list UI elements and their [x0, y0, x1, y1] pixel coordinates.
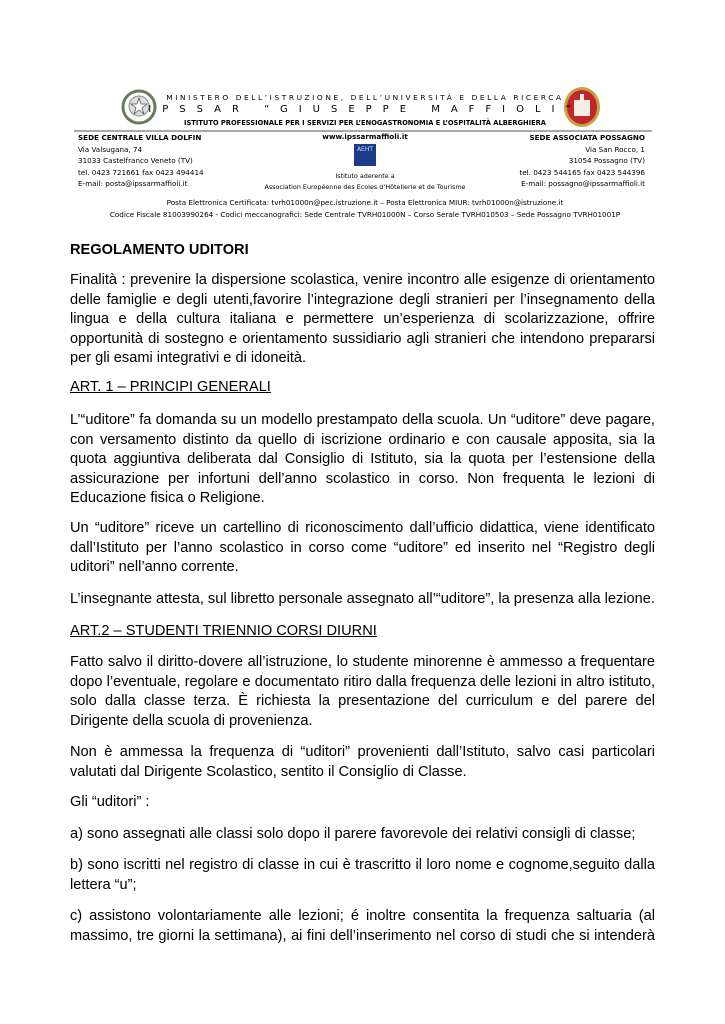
text-line: Dirigente della scuola di provenienza. [70, 712, 313, 729]
school-name: IPSSAR “GIUSEPPE MAFFIOLI” [148, 104, 582, 115]
text-line: Educazione fisica o Religione. [70, 490, 265, 507]
main-site-phone: tel. 0423 721661 fax 0423 494414 [78, 167, 204, 177]
codes-line: Codice Fiscale 81003990264 - Codici meccanografici: Sede Centrale TVRH01000N – Corso Serale TVRH010503 – Sede Possagno TVRH01001P [109, 210, 621, 220]
paragraph [70, 411, 655, 509]
text-line: delle famiglie e degli utenti,favorire l’integrazione degli stranieri per l’insegnamento della [70, 291, 655, 308]
paragraph [70, 907, 655, 946]
section-heading [70, 622, 655, 642]
main-site-title: SEDE CENTRALE VILLA DOLFIN [78, 133, 202, 142]
text-line: L’“uditore” fa domanda su un modello prestampato della scuola. Un “uditore” deve pagare, [70, 412, 655, 428]
text-line: opportunità di sostegno e orientamento sussidiario agli stranieri che intendono prepararsi [70, 330, 655, 347]
main-site-city: 31033 Castelfranco Veneto (TV) [78, 156, 193, 166]
text-line: a) sono assegnati alle classi solo dopo il parere favorevole dei relativi consigli di classe; [70, 826, 636, 842]
association-name: Association Européenne des Ecoles d’Hôtellerie et de Tourisme [264, 183, 466, 192]
text-line: lettera “u”; [70, 876, 137, 893]
text-line: per gli esami integrativi e di idoneità. [70, 350, 307, 367]
text-line: Finalità : prevenire la dispersione scolastica, venire incontro alle esigenze di orientamento [70, 272, 655, 288]
school-subtitle: ISTITUTO PROFESSIONALE PER I SERVIZI PER L’ENOGASTRONOMIA E L’OSPITALITÀ ALBERGHIERA [183, 119, 546, 127]
ministry-line: MINISTERO DELL’ISTRUZIONE, DELL’UNIVERSITÀ E DELLA RICERCA [166, 93, 564, 102]
text-line: massimo, tre giorni la settimana), ai fini dell’inserimento nel corso di studi che si intenderà [70, 927, 655, 944]
pec-line: Posta Elettronica Certificata: tvrh01000n@pec.istruzione.it – Posta Elettronica MIUR: tvrh01000n@istruzione.it [166, 198, 564, 207]
text-line: REGOLAMENTO UDITORI [70, 242, 249, 258]
text-line: uditori” nell’anno corrente. [70, 559, 239, 576]
text-line: quota aggiuntiva deliberata dal Consiglio di Istituto, sia la quota per l’estensione della [70, 451, 655, 468]
text-line: dopo l’eventuale, regolare e documentato ritiro dalla frequenza delle lezioni in altro istituto, [70, 673, 655, 690]
paragraph [70, 271, 655, 369]
text-line: ART.2 – STUDENTI TRIENNIO CORSI DIURNI [70, 623, 377, 639]
aeht-logo-icon: AEHT [354, 144, 376, 166]
text-line: Fatto salvo il diritto-dovere all’istruzione, lo studente minorenne è ammesso a frequentare [70, 654, 655, 670]
associate-site-title: SEDE ASSOCIATA POSSAGNO [529, 133, 645, 142]
header-footer [70, 197, 660, 222]
associate-site-info [519, 132, 645, 190]
text-line: ART. 1 – PRINCIPI GENERALI [70, 379, 271, 395]
main-site-email: E-mail: posta@ipssarmaffioli.it [78, 179, 188, 189]
paragraph [70, 519, 655, 578]
paragraph [70, 825, 655, 845]
text-line: Gli “uditori” : [70, 794, 150, 810]
section-heading [70, 378, 655, 398]
associate-site-address: Via San Rocco, 1 [585, 144, 645, 154]
text-line: valutati dal Dirigente Scolastico, sentito il Consiglio di Classe. [70, 763, 467, 780]
text-line: con versamento distinto da quello di iscrizione ordinario e con causale apposita, sia la [70, 431, 655, 448]
text-line: c) assistono volontariamente alle lezioni; é inoltre consentita la frequenza saltuaria (al [70, 908, 655, 924]
associate-site-email: E-mail: possagno@ipssarmaffioli.it [521, 179, 645, 189]
text-line: assicurazione per infortuni dell’anno scolastico in corso. Non frequenta le lezioni di [70, 470, 655, 487]
text-line: b) sono iscritti nel registro di classe in cui è trascritto il loro nome e cognome,seguito dalla [70, 857, 655, 873]
website-link[interactable]: www.ipssarmaffioli.it [322, 132, 408, 141]
associate-site-phone: tel. 0423 544165 fax 0423 544396 [519, 167, 645, 177]
text-line: dall’Istituto per l’anno scolastico in corso come “uditore” ed inserito nel “Registro degli [70, 539, 655, 556]
center-info [240, 131, 490, 194]
document-title [70, 241, 655, 261]
paragraph [70, 743, 655, 782]
paragraph [70, 793, 655, 813]
member-label: Istituto aderente a [335, 171, 395, 180]
paragraph [70, 590, 655, 610]
paragraph [70, 653, 655, 731]
text-line: solo dalla classe terza. È richiesta la presentazione del curriculum e del parere del [70, 693, 655, 710]
text-line: Un “uditore” riceve un cartellino di riconoscimento dall’ufficio didattica, viene identificato [70, 520, 655, 536]
main-site-info [78, 132, 204, 190]
text-line: L’insegnante attesta, sul libretto personale assegnato all’“uditore”, la presenza alla lezione. [70, 591, 655, 607]
main-site-address: Via Valsugana, 74 [78, 144, 143, 154]
text-line: Non è ammessa la frequenza di “uditori” provenienti dall’Istituto, salvo casi particolari [70, 744, 655, 760]
associate-site-city: 31054 Possagno (TV) [568, 156, 645, 166]
text-line: lingua e della cultura italiana e permettere un’esperienza di scolarizzazione, offrire [70, 311, 655, 328]
paragraph [70, 856, 655, 895]
